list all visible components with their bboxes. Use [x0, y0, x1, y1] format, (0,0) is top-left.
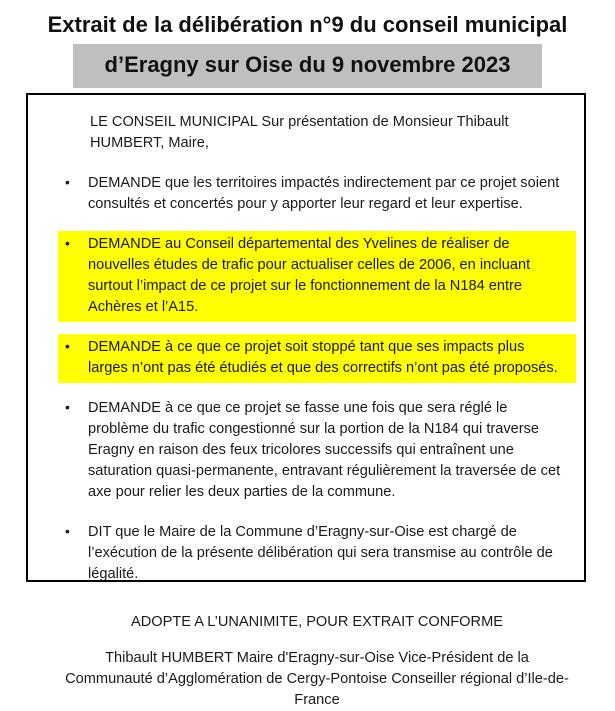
bullet-icon: •	[65, 523, 70, 539]
bullet-icon: •	[65, 174, 70, 190]
page-title-line1: Extrait de la délibération n°9 du conseil municipal	[47, 12, 568, 37]
signature: Thibault HUMBERT Maire d'Eragny-sur-Oise Vice-Président de la Communauté d’Agglomération de Cergy-Pontoise Conseiller régional d’Ile-de-France	[65, 650, 569, 708]
list-item	[58, 170, 576, 219]
list-item	[58, 334, 576, 383]
title-gray-highlight: d’Eragny sur Oise du 9 novembre 2023	[73, 44, 543, 88]
page-title-line2	[0, 44, 615, 88]
list-item	[58, 395, 576, 507]
bullet-text: DEMANDE que les territoires impactés indirectement par ce projet soient consultés et concertés pour y apporter leur regard et leur expertise.	[88, 175, 560, 212]
list-item	[58, 231, 576, 322]
bullet-list	[58, 170, 576, 589]
bullet-icon: •	[65, 338, 70, 354]
intro-paragraph: LE CONSEIL MUNICIPAL Sur présentation de Monsieur Thibault HUMBERT, Maire,	[90, 114, 509, 151]
bullet-icon: •	[65, 235, 70, 251]
bullet-text: DEMANDE au Conseil départemental des Yvelines de réaliser de nouvelles études de trafic pour actualiser celles de 2006, en incluant surtout l’impact de ce projet sur le fonctionnement de la N184 entre Achères et l’A15.	[88, 236, 531, 315]
bullet-text: DIT que le Maire de la Commune d’Eragny-sur-Oise est chargé de l’exécution de la présente délibération qui sera transmise au contrôle de légalité.	[88, 524, 553, 582]
deliberation-box	[26, 93, 586, 708]
list-item	[58, 519, 576, 589]
bullet-icon: •	[65, 399, 70, 415]
bullet-text: DEMANDE à ce que ce projet soit stoppé tant que ses impacts plus larges n’ont pas été étudiés et que des correctifs n’ont pas été proposés.	[88, 339, 558, 376]
document-page	[0, 8, 615, 708]
bullet-text: DEMANDE à ce que ce projet se fasse une fois que sera réglé le problème du trafic congestionné sur la portion de la N184 qui traverse Eragny en raison des feux tricolores successifs qui entraînent une saturation quasi-permanente, entravant régulièrement la traversée de cet axe pour relier les deux parties de la commune.	[88, 400, 561, 500]
page-title	[0, 8, 615, 88]
adoption-statement: ADOPTE A L’UNANIMITE, POUR EXTRAIT CONFORME	[131, 614, 503, 630]
